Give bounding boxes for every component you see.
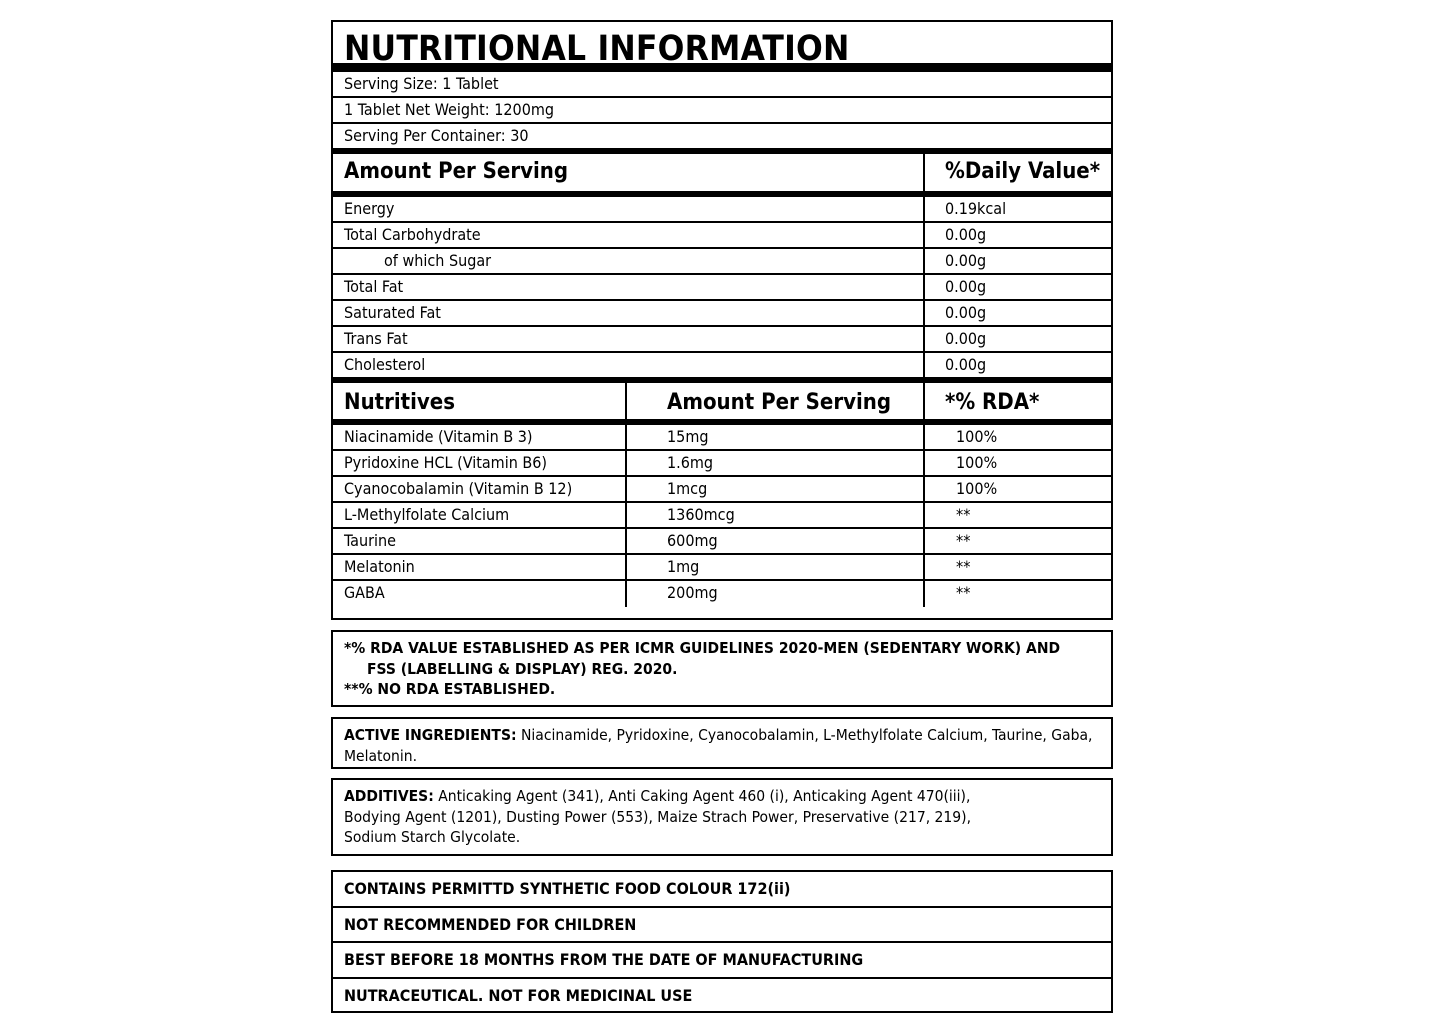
nutrient-value: 0.19kcal <box>945 199 1007 218</box>
nutritive-rda: 100% <box>956 427 998 446</box>
nutritive-name: Melatonin <box>333 555 627 579</box>
table-row <box>333 301 1111 327</box>
nutritive-rda: ** <box>956 505 971 524</box>
nutrient-name: Cholesterol <box>333 353 925 377</box>
nutrition-header-row <box>333 154 1111 197</box>
rda-header: *% RDA* <box>945 390 1040 415</box>
nutrient-value: 0.00g <box>945 277 987 296</box>
warning-colour: CONTAINS PERMITTD SYNTHETIC FOOD COLOUR 172(ii) <box>333 872 1111 908</box>
nutrient-name: Total Carbohydrate <box>333 223 925 247</box>
nutrient-value: 0.00g <box>945 251 987 270</box>
table-row <box>333 197 1111 223</box>
nutrient-value: 0.00g <box>945 355 987 374</box>
table-row <box>333 451 1111 477</box>
amount-header: Amount Per Serving <box>627 383 925 419</box>
nutritive-amount: 1mg <box>627 555 925 579</box>
additives <box>331 778 1113 856</box>
table-row <box>333 555 1111 581</box>
table-row <box>333 425 1111 451</box>
footnote-line-2: FSS (LABELLING & DISPLAY) REG. 2020. <box>367 659 678 678</box>
nutrient-name: Saturated Fat <box>333 301 925 325</box>
tablet-net-weight: 1 Tablet Net Weight: 1200mg <box>333 98 1111 124</box>
table-row <box>333 275 1111 301</box>
warning-best-before: BEST BEFORE 18 MONTHS FROM THE DATE OF MANUFACTURING <box>333 943 1111 979</box>
nutritive-amount: 1360mcg <box>627 503 925 527</box>
additives-line-1: Anticaking Agent (341), Anti Caking Agent 460 (i), Anticaking Agent 470(iii), <box>438 787 971 805</box>
nutritive-amount: 15mg <box>627 425 925 449</box>
additives-line-2: Bodying Agent (1201), Dusting Power (553), Maize Strach Power, Preservative (217, 219), <box>344 807 972 826</box>
additives-label: ADDITIVES: <box>344 787 434 805</box>
nutritive-rda: ** <box>956 557 971 576</box>
table-row <box>333 581 1111 607</box>
nutritive-name: GABA <box>333 581 627 607</box>
rda-footnote <box>331 630 1113 707</box>
nutritive-name: Cyanocobalamin (Vitamin B 12) <box>333 477 627 501</box>
nutritives-header: Nutritives <box>333 383 627 419</box>
nutritives-header-row <box>333 383 1111 425</box>
table-row <box>333 327 1111 353</box>
nutrient-value: 0.00g <box>945 225 987 244</box>
label-title: NUTRITIONAL INFORMATION <box>333 22 1111 72</box>
amount-per-serving-header: Amount Per Serving <box>333 154 925 191</box>
serving-size: Serving Size: 1 Tablet <box>333 72 1111 98</box>
table-row <box>333 249 1111 275</box>
nutrient-name: Trans Fat <box>333 327 925 351</box>
warnings-box <box>331 870 1113 1013</box>
nutrient-value: 0.00g <box>945 329 987 348</box>
nutritive-rda: 100% <box>956 479 998 498</box>
nutritive-amount: 1mcg <box>627 477 925 501</box>
nutritive-rda: ** <box>956 531 971 550</box>
footnote-line-1: *% RDA VALUE ESTABLISHED AS PER ICMR GUIDELINES 2020-MEN (SEDENTARY WORK) AND <box>344 639 1061 657</box>
nutritive-amount: 1.6mg <box>627 451 925 475</box>
nutritive-amount: 600mg <box>627 529 925 553</box>
active-ingredients <box>331 717 1113 769</box>
nutrient-name: of which Sugar <box>333 249 925 273</box>
nutritive-name: Pyridoxine HCL (Vitamin B6) <box>333 451 627 475</box>
nutritive-name: L-Methylfolate Calcium <box>333 503 627 527</box>
table-row <box>333 353 1111 383</box>
nutritive-name: Niacinamide (Vitamin B 3) <box>333 425 627 449</box>
warning-children: NOT RECOMMENDED FOR CHILDREN <box>333 908 1111 944</box>
table-row <box>333 503 1111 529</box>
table-row <box>333 529 1111 555</box>
servings-per-container: Serving Per Container: 30 <box>333 124 1111 154</box>
nutritive-amount: 200mg <box>627 581 925 607</box>
active-ingredients-text: Niacinamide, Pyridoxine, Cyanocobalamin, L-Methylfolate Calcium, Taurine, Gaba, Melatonin. <box>344 726 1093 765</box>
active-ingredients-label: ACTIVE INGREDIENTS: <box>344 726 517 744</box>
daily-value-header: %Daily Value* <box>945 159 1101 184</box>
additives-line-3: Sodium Starch Glycolate. <box>344 828 521 846</box>
table-row <box>333 477 1111 503</box>
nutrient-value: 0.00g <box>945 303 987 322</box>
nutrition-facts-table <box>331 20 1113 620</box>
warning-nutraceutical: NUTRACEUTICAL. NOT FOR MEDICINAL USE <box>344 985 693 1005</box>
nutritive-name: Taurine <box>333 529 627 553</box>
table-row <box>333 223 1111 249</box>
footnote-line-3: **% NO RDA ESTABLISHED. <box>344 680 556 698</box>
nutrient-name: Total Fat <box>333 275 925 299</box>
nutrient-name: Energy <box>333 197 925 221</box>
nutritive-rda: ** <box>956 583 971 602</box>
nutritive-rda: 100% <box>956 453 998 472</box>
